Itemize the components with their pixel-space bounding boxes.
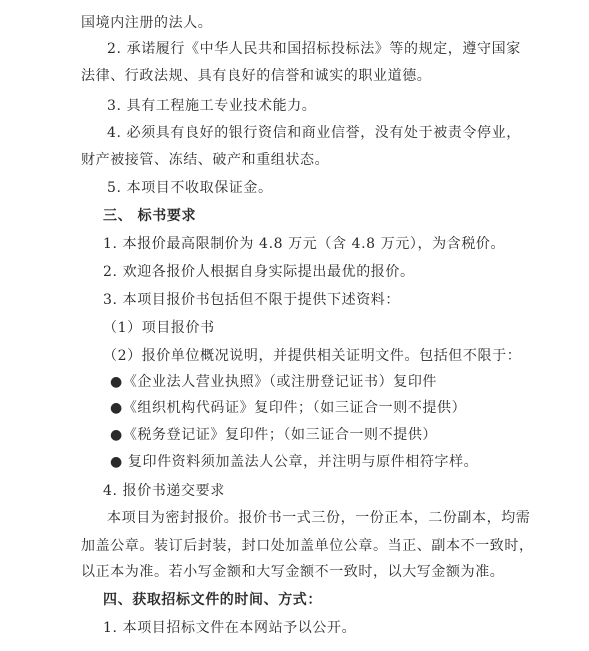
text-line: 1. 本项目招标文件在本网站予以公开。 [103,620,357,636]
section-heading: 四、获取招标文件的时间、方式： [103,592,322,608]
text-line: 1. 本报价最高限制价为 4.8 万元（含 4.8 万元），为含税价。 [103,236,506,252]
text-line: 3. 具有工程施工专业技术能力。 [107,98,317,114]
section-heading: 三、 标书要求 [103,208,197,224]
text-line: （2）报价单位概况说明，并提供相关证明文件。包括但不限于： [103,348,522,364]
bullet-item: ●《组织机构代码证》复印件；（如三证合一则不提供） [110,400,467,416]
text-line: （1）项目报价书 [103,320,215,336]
bullet-item: ●《企业法人营业执照》（或注册登记证书）复印件 [110,374,438,390]
text-line: 3. 本项目报价书包括但不限于提供下述资料： [103,292,401,308]
text-line: 法律、行政法规、具有良好的信誉和诚实的职业道德。 [81,68,432,84]
text-line: 4. 必须具有良好的银行资信和商业信誉，没有处于被责令停业， [107,125,521,141]
text-line: 2. 承诺履行《中华人民共和国招标投标法》等的规定，遵守国家 [107,41,521,57]
text-line: 国境内注册的法人。 [81,15,213,31]
text-line: 以正本为准。若小写金额和大写金额不一致时，以大写金额为准。 [81,564,505,580]
bullet-item: ●《税务登记证》复印件；（如三证合一则不提供） [110,427,438,443]
text-line: 5. 本项目不收取保证金。 [107,180,273,196]
text-line: 财产被接管、冻结、破产和重组状态。 [81,152,330,168]
text-line: 4. 报价书递交要求 [103,483,225,499]
text-line: 加盖公章。装订后封装，封口处加盖单位公章。当正、副本不一致时， [81,538,534,554]
text-line: 2. 欢迎各报价人根据自身实际提出最优的报价。 [103,264,415,280]
bullet-item: ● 复印件资料须加盖法人公章，并注明与原件相符字样。 [110,454,479,470]
text-line: 本项目为密封报价。报价书一式三份，一份正本，二份副本，均需 [107,510,531,526]
